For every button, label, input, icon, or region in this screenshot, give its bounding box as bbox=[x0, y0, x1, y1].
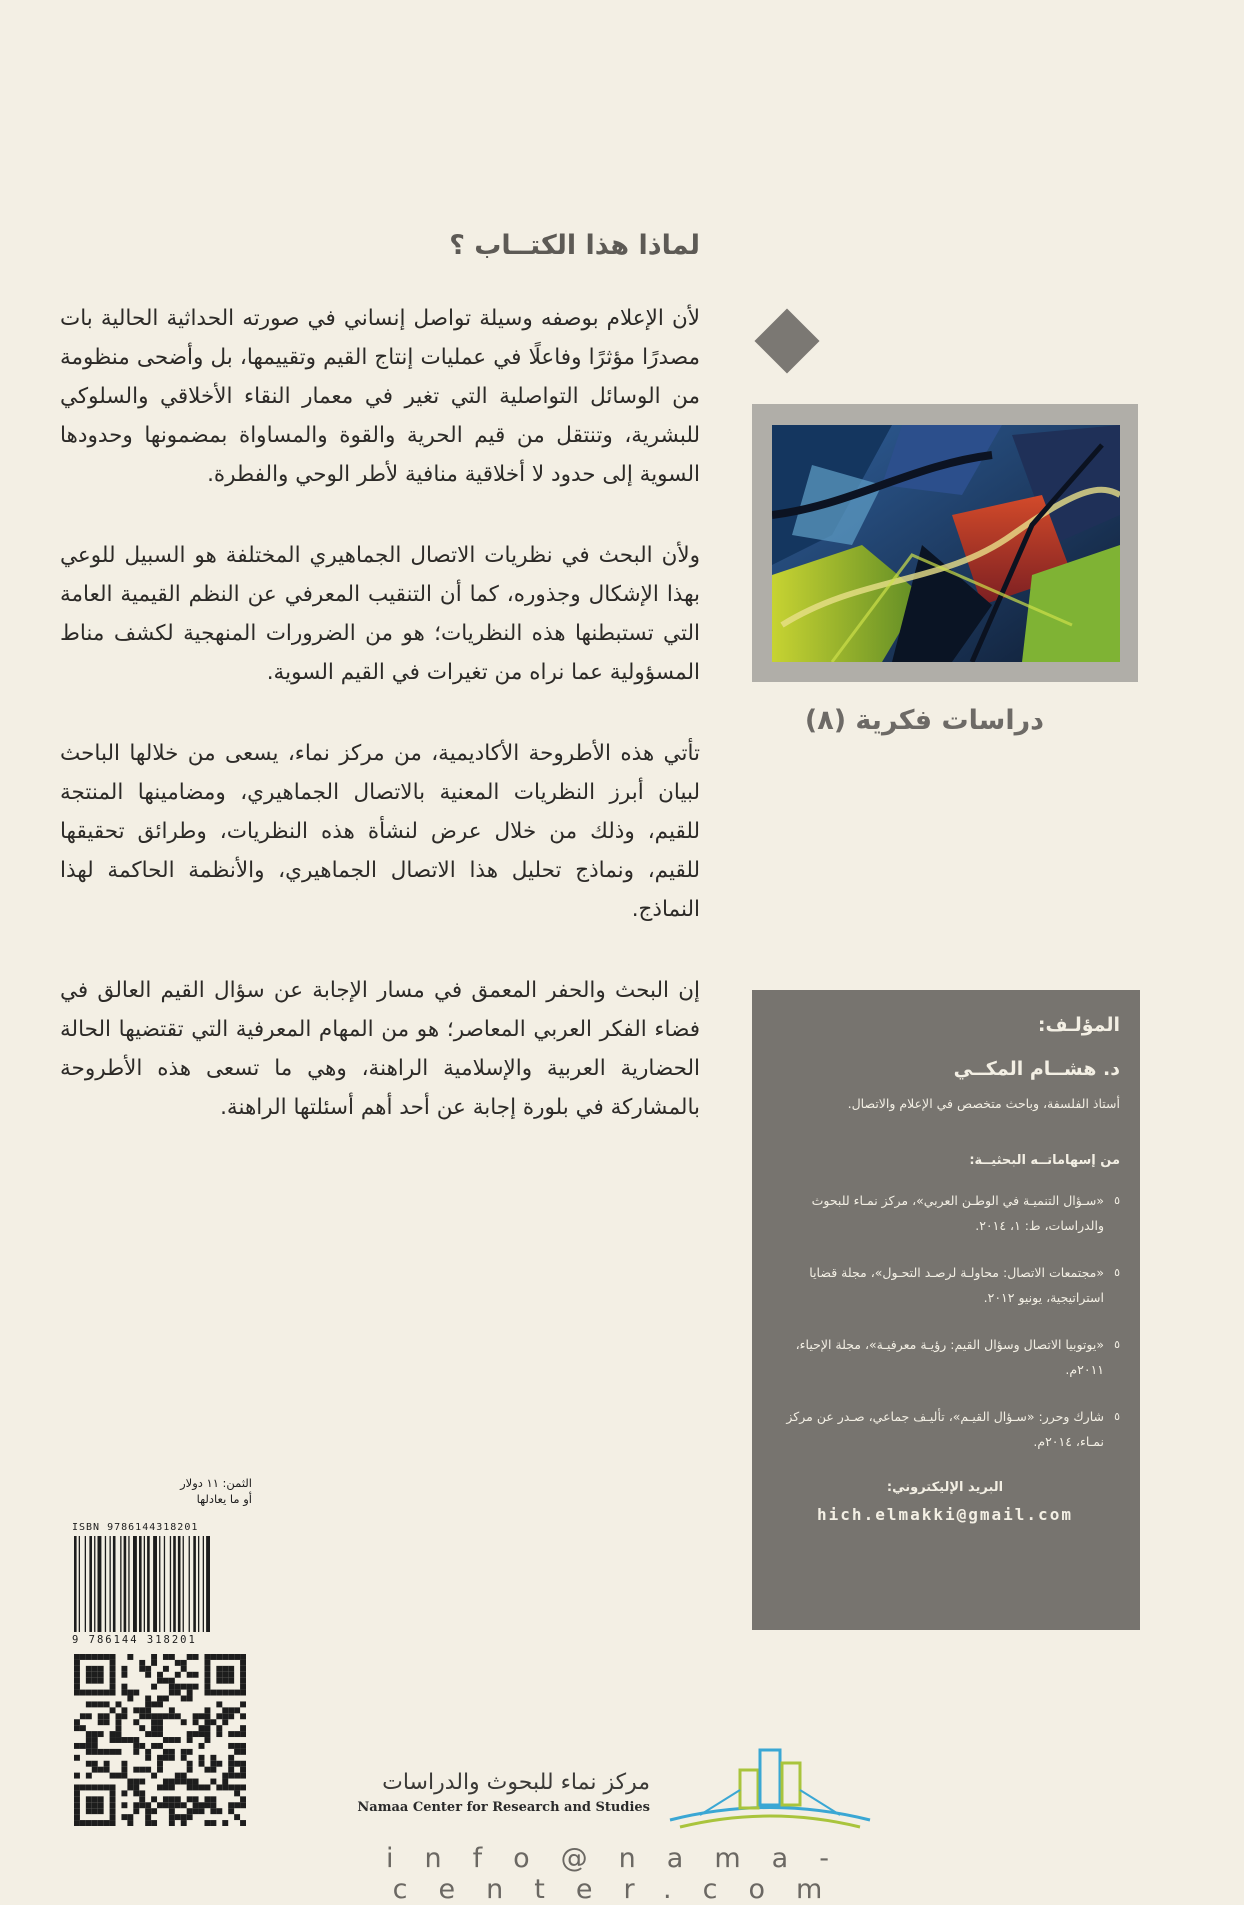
contribution-item bbox=[770, 1260, 1120, 1310]
paragraph-2: ولأن البحث في نظريات الاتصال الجماهيري المختلفة هو السبيل للوعي بهذا الإشكال وجذوره، كما أن التنقيب المعرفي عن النظم القيمية العامة التي تستبطنها هذه النظريات؛ هو من الضرورات المنهجية لكشف مناط المسؤولية عما نراه من تغيرات في القيم السوية. bbox=[60, 543, 700, 685]
paragraph-3: تأتي هذه الأطروحة الأكاديمية، من مركز نماء، يسعى من خلالها الباحث لبيان أبرز النظريات المعنية بالاتصال الجماهيري، ومضامينها المنتجة للقيم، وذلك من خلال عرض لنشأة هذه النظريات، وطرائق تحقيقها للقيم، ونماذج تحليل هذا الاتصال الجماهيري، والأنظمة الحاكمة لهذا النماذج. bbox=[60, 741, 700, 922]
email-label: البريد الإليكتروني: bbox=[886, 1480, 1004, 1495]
price-block bbox=[72, 1475, 252, 1507]
barcode-image bbox=[72, 1536, 250, 1632]
series-title: دراسات فكرية (٨) bbox=[804, 705, 1044, 736]
author-name: د. هشــام المكــي bbox=[953, 1058, 1120, 1080]
contribution-item bbox=[770, 1332, 1120, 1382]
barcode-digits: 9 786144 318201 bbox=[72, 1634, 197, 1646]
paragraph-4: إن البحث والحفر المعمق في مسار الإجابة عن سؤال القيم العالق في فضاء الفكر العربي المعاصر؛ هو من المهام المعرفية التي تقتضيها الحالة الحضارية العربية والإسلامية الراهنة، وهي ما تسعى هذه الأطروحة بالمشاركة في بلورة إجابة عن أحد أهم أسئلتها الراهنة. bbox=[60, 978, 700, 1120]
footer-website: info@nama-center.com bbox=[386, 1843, 860, 1905]
contribution-text: «سـؤال التنميـة في الوطـن العربي»، مركز نمـاء للبحوث والدراسات، ط: ١، ٢٠١٤. bbox=[811, 1193, 1104, 1233]
price-equivalent-text: أو ما يعادلها bbox=[196, 1492, 252, 1506]
bullet-icon: ٥ bbox=[1114, 1266, 1120, 1279]
paragraph-1: لأن الإعلام بوصفه وسيلة تواصل إنساني في صورته الحداثية الحالية بات مصدرًا مؤثرًا وفاعلًا في عمليات إنتاج القيم وتقييمها، بل وأضحى منظومة من الوسائل التواصلية التي تغير في معمار النقاء الأخلاقي والسلوكي للبشرية، وتنتقل من قيم الحرية والقوة والمساواة بمضمونها وحدودها السوية إلى حدود لا أخلاقية منافية لأطر الوحي والفطرة. bbox=[60, 306, 700, 487]
author-email: hich.elmakki@gmail.com bbox=[817, 1505, 1073, 1524]
contribution-text: «يوتوبيا الاتصال وسؤال القيم: رؤيـة معرفيـة»، مجلة الإحياء، ٢٠١١م. bbox=[795, 1337, 1104, 1377]
qr-code-image bbox=[74, 1654, 246, 1826]
contributions-label: من إسهاماتــه البحثيــة: bbox=[969, 1153, 1120, 1168]
diamond-ornament bbox=[754, 308, 819, 373]
publisher-name-arabic: مركز نماء للبحوث والدراسات bbox=[382, 1770, 650, 1795]
author-label: المؤلـف: bbox=[1037, 1014, 1120, 1036]
contribution-text: شارك وحرر: «سـؤال القيـم»، تأليـف جماعي، صـدر عن مركز نمـاء، ٢٠١٤م. bbox=[786, 1409, 1104, 1449]
contribution-text: «مجتمعات الاتصال: محاولـة لرصـد التحـول»، مجلة قضايا استراتيجية، يونيو ٢٠١٢. bbox=[809, 1265, 1104, 1305]
section-title: لماذا هذا الكتــاب ؟ bbox=[449, 230, 700, 261]
bullet-icon: ٥ bbox=[1114, 1194, 1120, 1207]
bullet-icon: ٥ bbox=[1114, 1338, 1120, 1351]
author-info-box bbox=[752, 990, 1140, 1630]
author-description: أستاذ الفلسفة، وباحث متخصص في الإعلام والاتصال. bbox=[847, 1096, 1120, 1111]
publisher-name-english: Namaa Center for Research and Studies bbox=[357, 1800, 650, 1815]
main-text-column bbox=[60, 230, 700, 1169]
bullet-icon: ٥ bbox=[1114, 1410, 1120, 1423]
publisher-logo-icon bbox=[660, 1735, 880, 1835]
isbn-label: ISBN 9786144318201 bbox=[72, 1522, 199, 1533]
price-text: الثمن: ١١ دولار bbox=[180, 1476, 252, 1490]
cover-artwork-image bbox=[772, 425, 1120, 662]
contribution-item bbox=[770, 1404, 1120, 1454]
contribution-item bbox=[770, 1188, 1120, 1238]
